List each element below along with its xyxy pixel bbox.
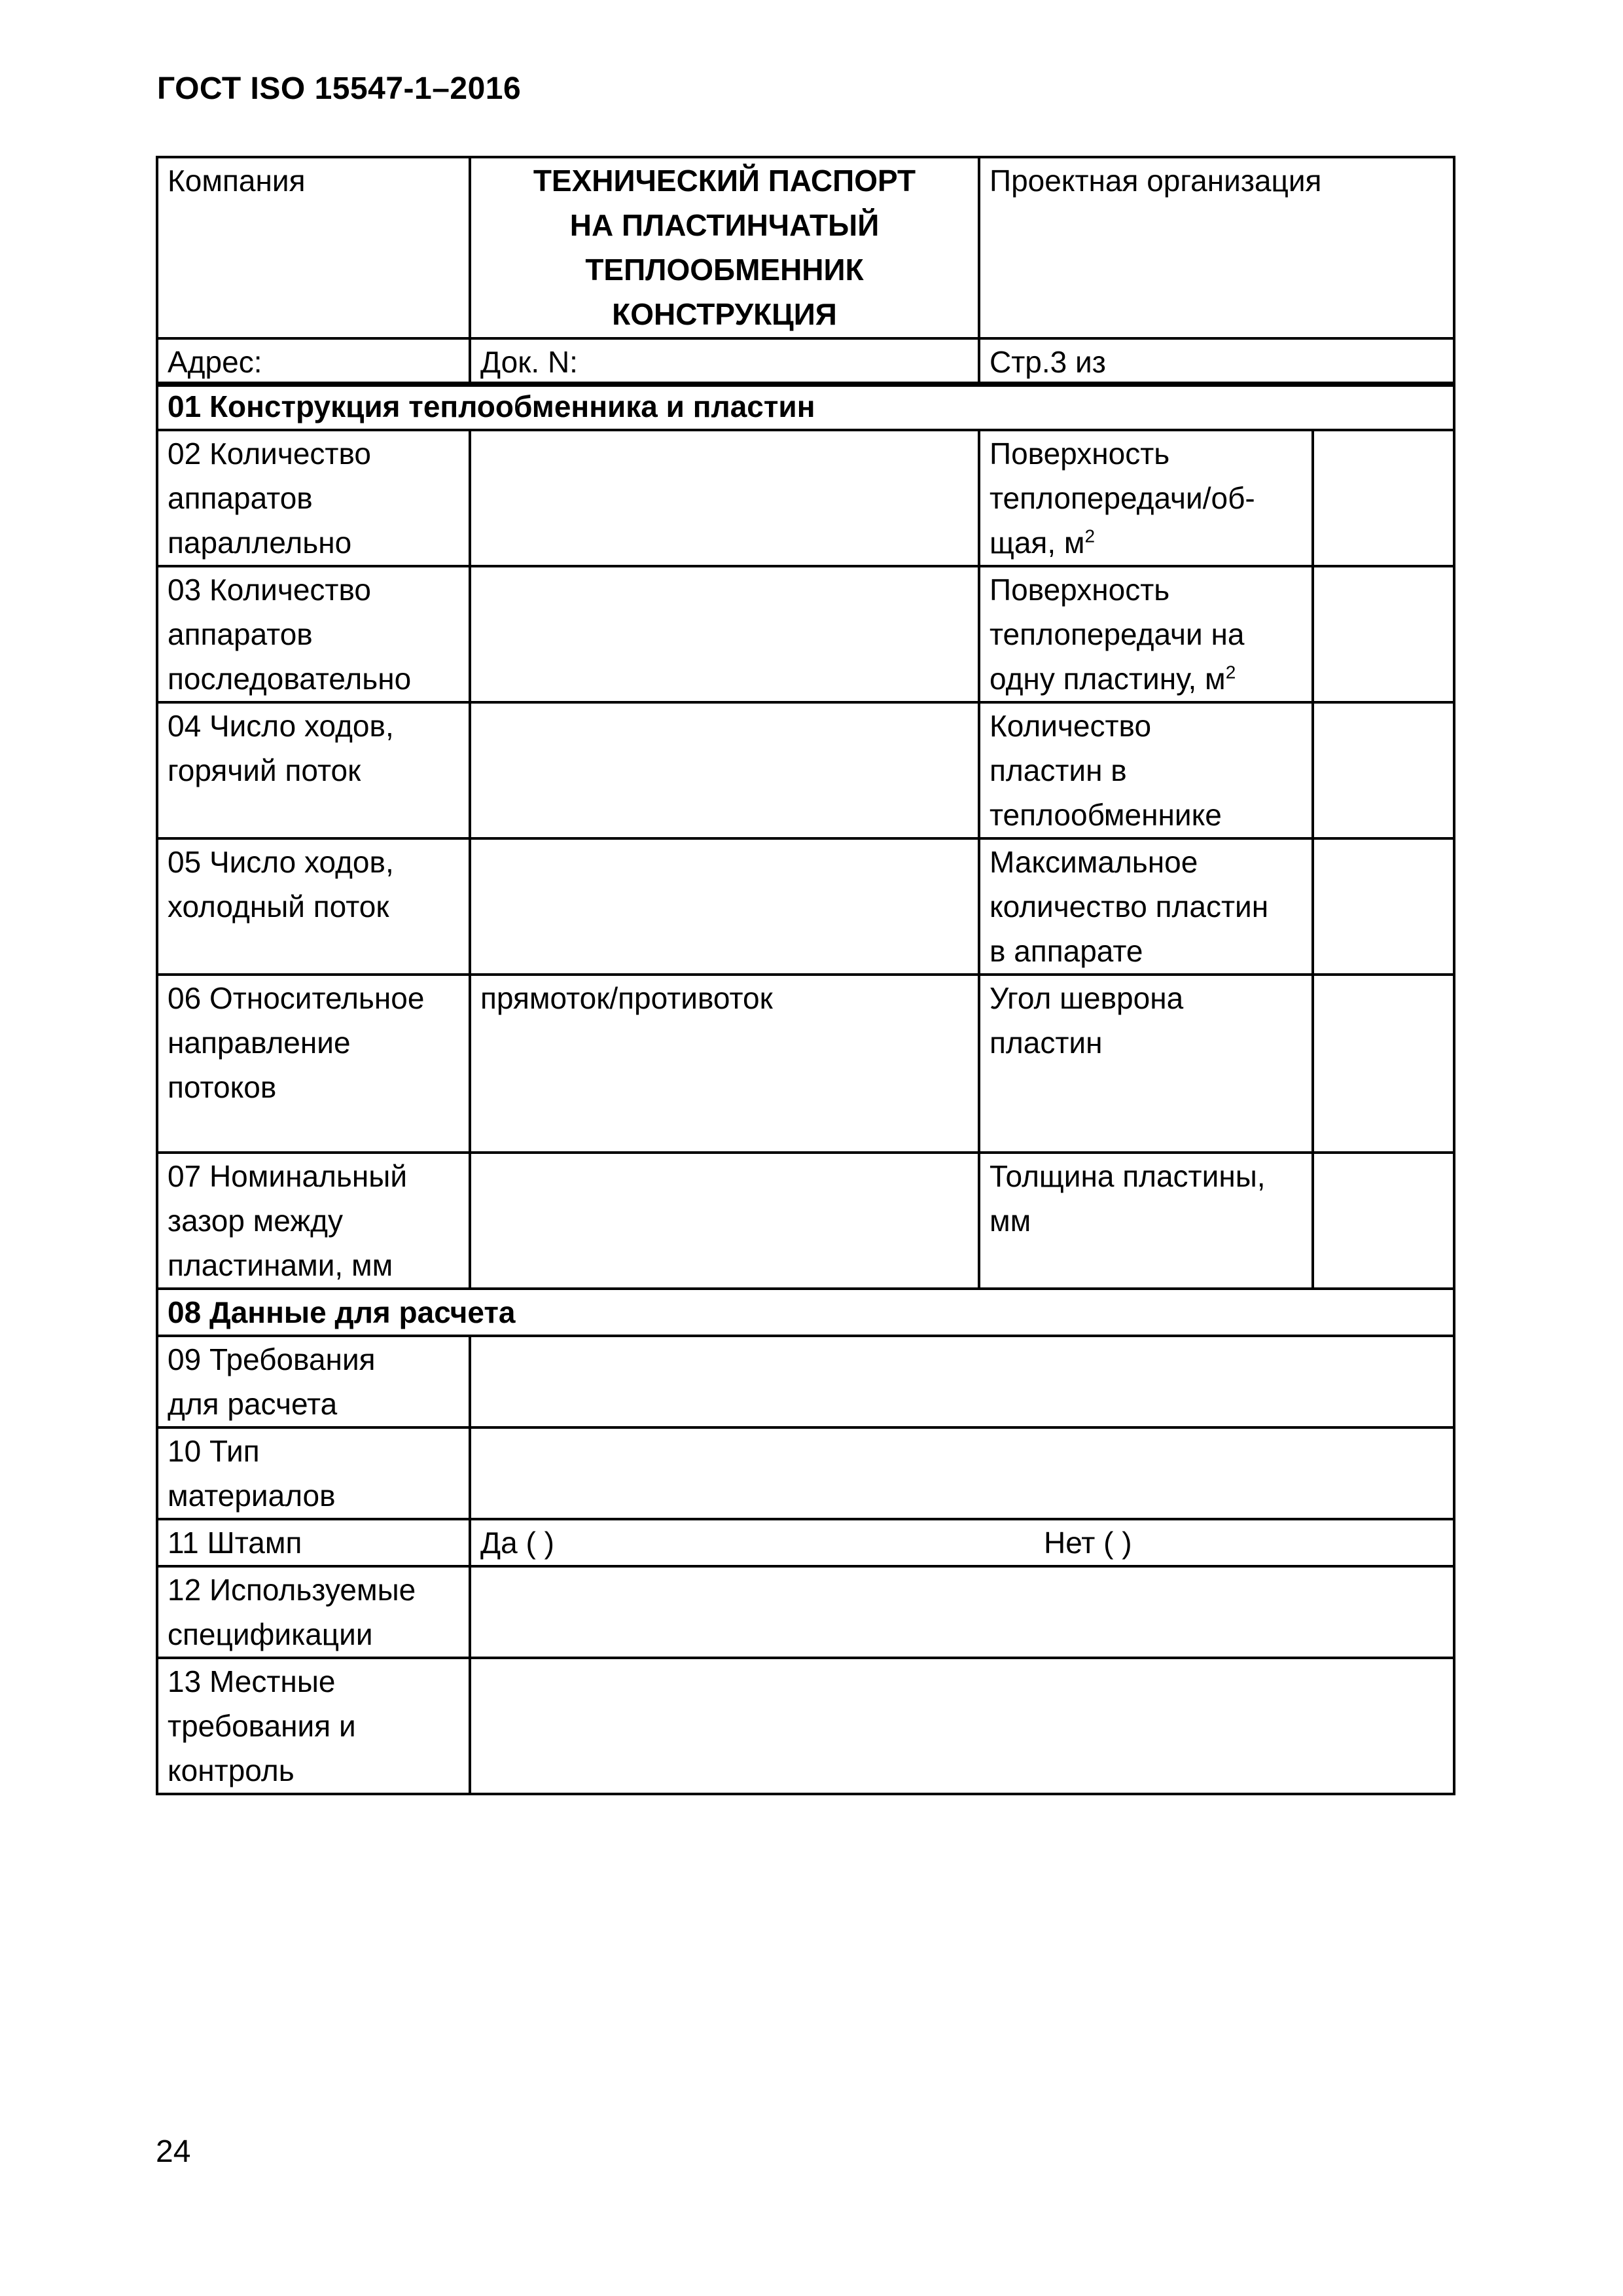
specifications-field[interactable] (470, 1566, 1454, 1658)
row-label (157, 702, 470, 838)
datasheet-table (156, 382, 1455, 1795)
param-label (979, 430, 1313, 566)
doc-no-label: Док. N: (480, 345, 578, 379)
label-line: теплопередачи на (990, 617, 1245, 651)
page-label: Стр.3 из (990, 345, 1106, 379)
row-label (157, 430, 470, 566)
company-cell (157, 157, 470, 338)
label-line: Угол шеврона (990, 981, 1184, 1015)
label-line: параллельно (168, 526, 352, 560)
section-01-label: 01 Конструкция теплообменника и пластин (168, 389, 815, 423)
value-field[interactable] (470, 430, 979, 566)
value-text: прямоток/противоток (480, 981, 773, 1015)
row-label (157, 1566, 470, 1658)
row-label (157, 1336, 470, 1427)
row-label (157, 1153, 470, 1289)
material-type-field[interactable] (470, 1427, 1454, 1519)
row-label (157, 838, 470, 975)
label-line: аппаратов (168, 481, 313, 515)
label-line: в аппарате (990, 934, 1143, 968)
value-field[interactable] (470, 1153, 979, 1289)
table-row (157, 566, 1454, 702)
row-label (157, 566, 470, 702)
label-line: 12 Используемые (168, 1573, 416, 1607)
param-value-field[interactable] (1313, 430, 1454, 566)
document-title (470, 157, 979, 338)
label-line: Поверхность (990, 573, 1170, 607)
page-number: 24 (156, 2134, 191, 2169)
label-line: для расчета (168, 1387, 338, 1421)
section-08-label: 08 Данные для расчета (168, 1295, 516, 1329)
value-field[interactable] (470, 702, 979, 838)
label-line: 10 Тип (168, 1434, 260, 1468)
label-line: 07 Номинальный (168, 1159, 408, 1193)
label-line: зазор между (168, 1204, 343, 1238)
param-value-field[interactable] (1313, 838, 1454, 975)
section-01-header (157, 383, 1454, 430)
label-line: материалов (168, 1479, 336, 1513)
label-line: последовательно (168, 662, 412, 696)
param-value-field[interactable] (1313, 702, 1454, 838)
label-line: мм (990, 1204, 1031, 1238)
label-line: 04 Число ходов, (168, 709, 394, 743)
title-block-table (156, 156, 1455, 387)
page-cell (979, 338, 1454, 386)
label-line: потоков (168, 1070, 277, 1104)
stamp-yes-option[interactable]: Да ( ) (480, 1526, 554, 1560)
label-line: холодный поток (168, 889, 389, 924)
label-line: 11 Штамп (168, 1526, 302, 1560)
label-line: спецификации (168, 1617, 373, 1651)
address-cell (157, 338, 470, 386)
label-line: 13 Местные (168, 1664, 336, 1698)
label-line: требования и (168, 1709, 356, 1743)
table-row (157, 1336, 1454, 1427)
document-code: ГОСТ ISO 15547-1–2016 (157, 71, 522, 106)
row-label (157, 1427, 470, 1519)
label-line: пластин (990, 1026, 1103, 1060)
label-line: 06 Относительное (168, 981, 425, 1015)
table-row (157, 1519, 1454, 1566)
param-label (979, 566, 1313, 702)
title-line: КОНСТРУКЦИЯ (612, 297, 837, 331)
label-line: количество пластин (990, 889, 1269, 924)
param-value-field[interactable] (1313, 566, 1454, 702)
title-line: ТЕПЛООБМЕННИК (585, 253, 864, 287)
row-label (157, 1658, 470, 1794)
label-line: Количество (990, 709, 1152, 743)
table-row (157, 702, 1454, 838)
stamp-options (470, 1519, 1454, 1566)
label-line: теплопередачи/об- (990, 481, 1255, 515)
title-line: ТЕХНИЧЕСКИЙ ПАСПОРТ (533, 164, 916, 198)
label-line: 02 Количество (168, 437, 371, 471)
param-label (979, 975, 1313, 1153)
address-label: Адрес: (168, 345, 262, 379)
title-line: НА ПЛАСТИНЧАТЫЙ (569, 208, 880, 242)
label-line: пластинами, мм (168, 1248, 393, 1282)
value-field[interactable] (470, 566, 979, 702)
label-line: Поверхность (990, 437, 1170, 471)
param-label (979, 838, 1313, 975)
param-label (979, 1153, 1313, 1289)
value-field[interactable] (470, 975, 979, 1153)
label-line: Толщина пластины, (990, 1159, 1266, 1193)
table-row (157, 838, 1454, 975)
section-08-header (157, 1289, 1454, 1336)
label-line: 05 Число ходов, (168, 845, 394, 879)
label-line: одну пластину, $м^2$ (990, 662, 1236, 696)
label-line: горячий поток (168, 753, 361, 787)
value-field[interactable] (470, 838, 979, 975)
label-line: теплообменнике (990, 798, 1222, 832)
label-line: пластин в (990, 753, 1127, 787)
param-value-field[interactable] (1313, 1153, 1454, 1289)
table-row (157, 1658, 1454, 1794)
label-line: направление (168, 1026, 351, 1060)
table-row (157, 1427, 1454, 1519)
table-row (157, 430, 1454, 566)
label-line: аппаратов (168, 617, 313, 651)
stamp-no-option[interactable]: Нет ( ) (1044, 1526, 1132, 1560)
label-line: щая, $м^2$ (990, 526, 1096, 560)
param-label (979, 702, 1313, 838)
row-label (157, 1519, 470, 1566)
design-org-label: Проектная организация (990, 164, 1322, 198)
label-line: 09 Требования (168, 1342, 376, 1376)
table-row (157, 1566, 1454, 1658)
row-label (157, 975, 470, 1153)
param-value-field[interactable] (1313, 975, 1454, 1153)
local-requirements-field[interactable] (470, 1658, 1454, 1794)
label-line: контроль (168, 1753, 294, 1787)
doc-no-cell (470, 338, 979, 386)
label-line: Максимальное (990, 845, 1198, 879)
table-row (157, 1153, 1454, 1289)
design-org-cell (979, 157, 1454, 338)
label-line: 03 Количество (168, 573, 371, 607)
company-label: Компания (168, 164, 306, 198)
table-row (157, 975, 1454, 1153)
calc-requirements-field[interactable] (470, 1336, 1454, 1427)
